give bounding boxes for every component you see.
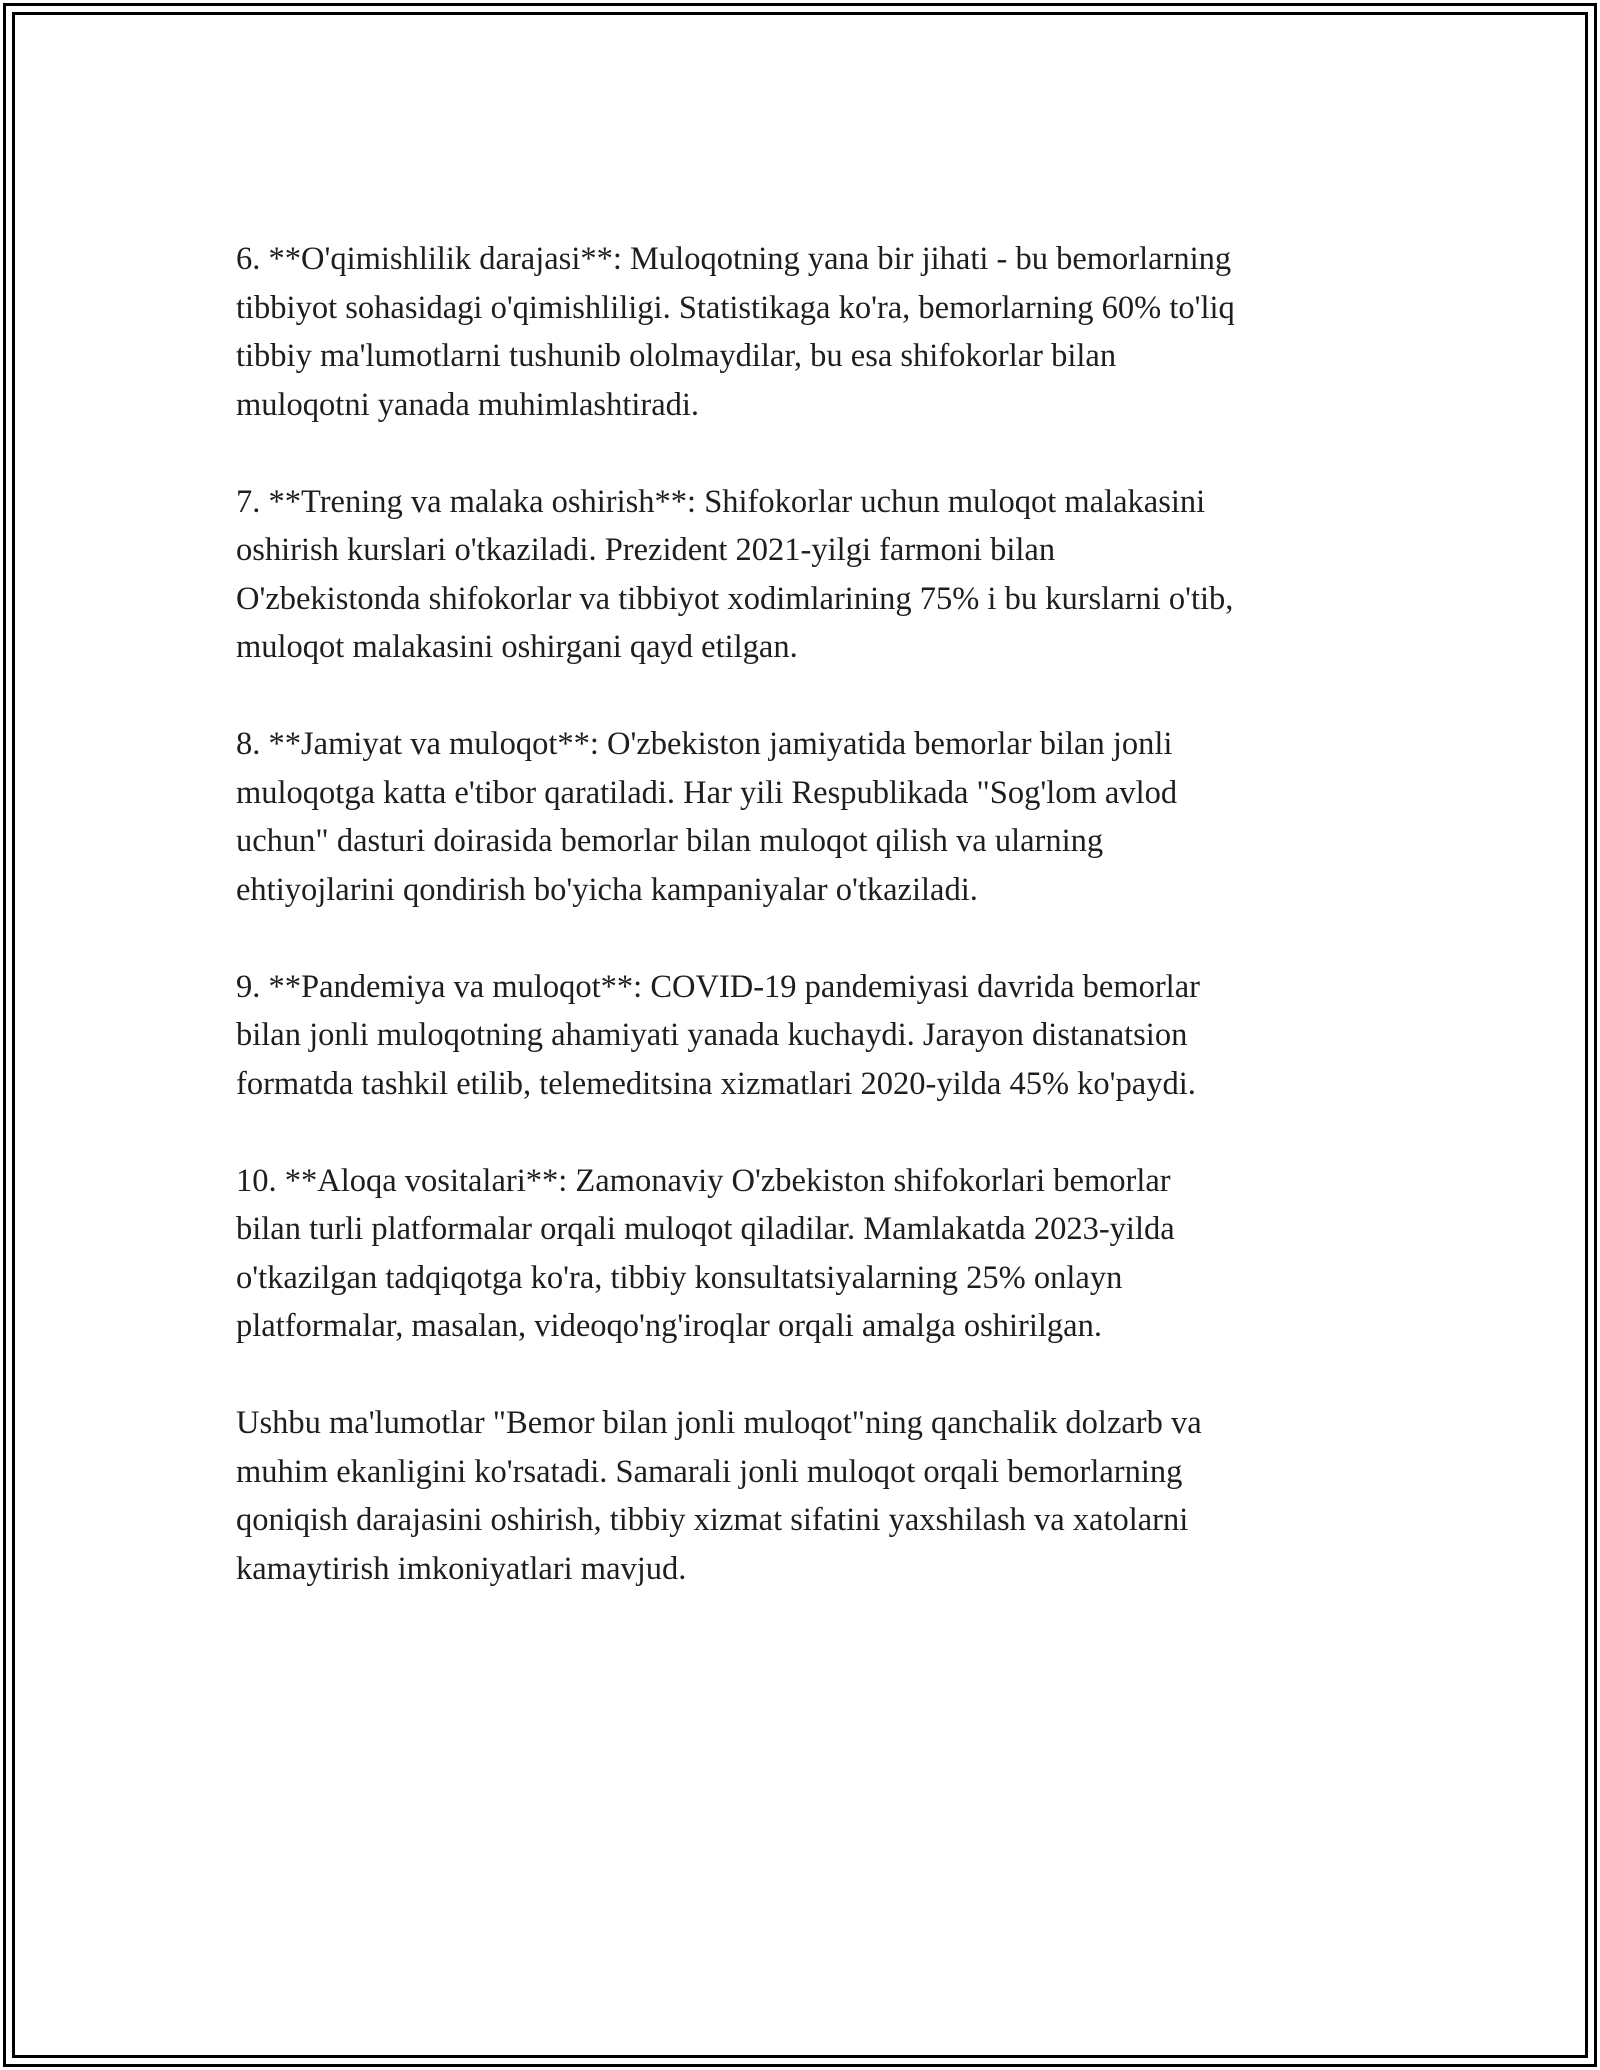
paragraph-item-8: 8. **Jamiyat va muloqot**: O'zbekiston jamiyatida bemorlar bilan jonli muloqotga katta e'tibor qaratiladi. Har yili Respublikada "Sog'lom avlod uchun" dasturi doirasida bemorlar bilan muloqot qilish va ularning ehtiyojlarini qondirish bo'yicha kampaniyalar o'tkaziladi.: [236, 726, 1178, 908]
paragraph-item-9: 9. **Pandemiya va muloqot**: COVID-19 pandemiyasi davrida bemorlar bilan jonli muloqotning ahamiyati yanada kuchaydi. Jarayon distanatsion formatda tashkil etilib, telemeditsina xizmatlari 2020-yilda 45% ko'paydi.: [236, 968, 1200, 1102]
paragraph-item-6: 6. **O'qimishlilik darajasi**: Muloqotning yana bir jihati - bu bemorlarning tibbiyot sohasidagi o'qimishliligi. Statistikaga ko'ra, bemorlarning 60% to'liq tibbiy ma'lumotlarni tushunib ololmaydilar, bu esa shifokorlar bilan muloqotni yanada muhimlashtiradi.: [236, 241, 1235, 423]
paragraph-conclusion: Ushbu ma'lumotlar "Bemor bilan jonli muloqot"ning qanchalik dolzarb va muhim ekanligini ko'rsatadi. Samarali jonli muloqot orqali bemorlarning qoniqish darajasini oshirish, tibbiy xizmat sifatini yaxshilash va xatolarni kamaytirish imkoniyatlari mavjud.: [236, 1405, 1202, 1587]
paragraph-item-7: 7. **Trening va malaka oshirish**: Shifokorlar uchun muloqot malakasini oshirish kurslari o'tkaziladi. Prezident 2021-yilgi farmoni bilan O'zbekistonda shifokorlar va tibbiyot xodimlarining 75% i bu kurslarni o'tib, muloqot malakasini oshirgani qayd etilgan.: [236, 483, 1234, 665]
document-body: [236, 235, 1376, 1642]
paragraph-item-10: 10. **Aloqa vositalari**: Zamonaviy O'zbekiston shifokorlari bemorlar bilan turli platformalar orqali muloqot qiladilar. Mamlakatda 2023-yilda o'tkazilgan tadqiqotga ko'ra, tibbiy konsultatsiyalarning 25% onlayn platformalar, masalan, videoqo'ng'iroqlar orqali amalga oshirilgan.: [236, 1162, 1175, 1344]
